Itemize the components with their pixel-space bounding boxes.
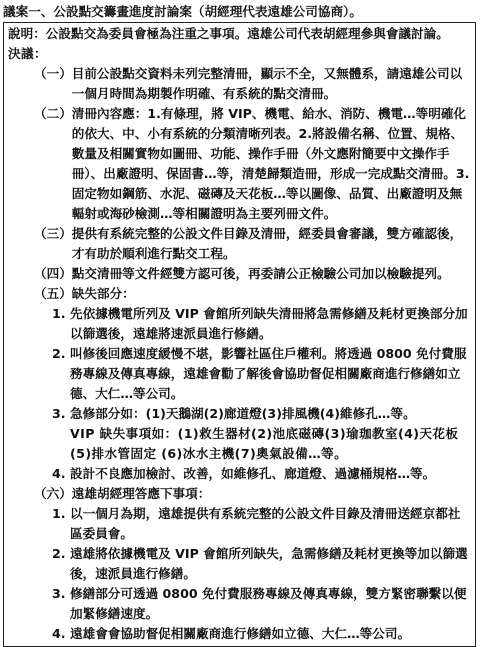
defect-item-label: 3. — [52, 406, 66, 421]
defect-item-label: 1. — [52, 306, 66, 321]
promise-item-text: 以一個月為期，遠雄提供有系統完整的公設文件目錄及清冊送經京都社區委員會。 — [70, 506, 461, 541]
resolution-label: 決議： — [8, 46, 47, 61]
section-5-title: 缺失部分： — [71, 286, 135, 301]
promise-item-1 — [8, 504, 471, 544]
defect-item-1 — [8, 304, 471, 344]
resolution-item-label: （三） — [34, 226, 72, 241]
resolution-item-text: 目前公設點交資料未列完整清冊，顯示不全，又無體系，請遠雄公司以一個月時間為期製作明確、有系統的點交清冊。 — [71, 66, 463, 101]
section-5-heading — [8, 284, 471, 304]
resolution-item-label: （一） — [34, 66, 72, 81]
proposal-line — [3, 2, 476, 22]
resolution-item-1 — [8, 64, 471, 104]
defect-item-2 — [8, 344, 471, 404]
promise-item-2 — [8, 544, 471, 584]
section-6-heading — [8, 484, 471, 504]
promise-item-label: 4. — [52, 626, 66, 641]
defect-item-text: 設計不良應加檢討、改善，如維修孔、廊道燈、過濾桶規格…等。 — [70, 466, 436, 481]
defect-item-label: 4. — [52, 466, 66, 481]
promise-item-label: 3. — [52, 586, 66, 601]
promise-item-text: 修繕部分可透過 0800 免付費服務專線及傳真專線，雙方緊密聯繫以便加緊修繕速度。 — [70, 586, 467, 621]
vip-defects-line-2: (5)排水管固定 (6)冰水主機(7)奧氣設備…等。 — [70, 446, 348, 461]
proposal-label: 議案一、 — [3, 4, 54, 19]
promise-item-text: 遠雄將依據機電及 VIP 會館所列缺失，急需修繕及耗材更換等加以篩選後，速派員進行修繕。 — [70, 546, 468, 581]
resolution-item-text: 點交清冊等文件經雙方認可後，再委請公正檢驗公司加以檢驗提列。 — [71, 266, 450, 281]
section-6-title: 遠雄胡經理答應下事項： — [71, 486, 211, 501]
resolution-item-2 — [8, 104, 471, 224]
section-6-label: （六） — [34, 486, 72, 501]
promise-item-label: 2. — [52, 546, 66, 561]
explanation-line — [8, 24, 471, 44]
vip-defects-line-1: VIP 缺失事項如：(1)救生器材(2)池底磁磚(3)瑜珈教室(4)天花板 — [70, 426, 459, 441]
resolution-item-text: 清冊內容應：1.有條理，將 VIP、機電、給水、消防、機電…等明確化的依大、中、小有系統的分類清晰列表。2.將設備名稱、位置、規格、數量及相關實物如圖冊、功能、操作手冊（外文應附簡要中文操作手冊）、出廠證明、保固書…等，清楚歸類造冊，形成一完成點交清冊。3.固定物如鋼筋、水泥、磁磚及天花板…等以圖像、品質、出廠證明及無輻射或海砂檢測…等相關證明為主要列冊文件。 — [71, 106, 470, 221]
promise-item-3 — [8, 584, 471, 624]
resolution-item-text: 提供有系統完整的公設文件目錄及清冊，經委員會審議，雙方確認後，才有助於順利進行點交工程。 — [71, 226, 463, 261]
resolution-item-label: （四） — [34, 266, 72, 281]
resolution-item-3 — [8, 224, 471, 264]
minutes-frame — [3, 22, 476, 647]
defect-item-text: 叫修後回應速度緩慢不堪，影響社區住戶權利。將透過 0800 免付費服務專線及傳真專線，遠雄會勸了解後會協助督促相關廠商進行修繕如立德、大仁…等公司。 — [70, 346, 467, 401]
defect-item-3 — [8, 404, 471, 424]
proposal-text: 公設點交籌畫進度討論案（胡經理代表遠雄公司協商）。 — [53, 4, 362, 19]
promise-item-text: 遠雄會會協助督促相關廠商進行修繕如立德、大仁…等公司。 — [70, 626, 411, 641]
resolution-item-4 — [8, 264, 471, 284]
defect-item-4 — [8, 464, 471, 484]
promise-item-label: 1. — [52, 506, 66, 521]
promise-item-4 — [8, 624, 471, 644]
resolution-item-label: （二） — [34, 106, 72, 121]
explanation-label: 說明： — [8, 26, 46, 41]
defect-item-text: 急修部分如：(1)天鵝湖(2)廊道燈(3)排風機(4)維修孔…等。 — [70, 406, 416, 421]
defect-item-text: 先依據機電所列及 VIP 會館所列缺失清冊將急需修繕及耗材更換部分加以篩選後，遠雄將速派員進行修繕。 — [70, 306, 468, 341]
explanation-text: 公設點交為委員會極為注重之事項。遠雄公司代表胡經理參與會議討論。 — [45, 26, 449, 41]
defect-item-label: 2. — [52, 346, 66, 361]
section-5-label: （五） — [34, 286, 72, 301]
